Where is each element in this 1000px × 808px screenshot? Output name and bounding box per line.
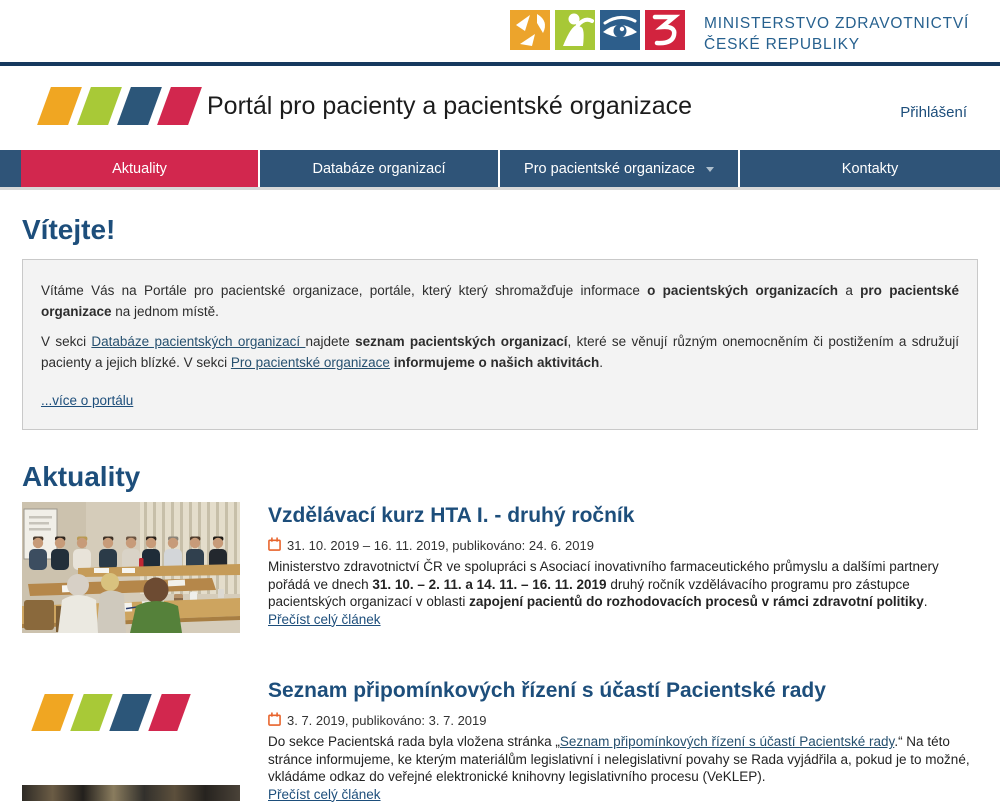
nav-underline [0,187,1000,190]
text-segment: druhý ročník vzdělávacího programu pro zástupce pacientských organizací v oblasti [268,576,910,610]
logo-parallelogram-green [77,87,122,125]
ministry-wordmark-line1: MINISTERSTVO ZDRAVOTNICTVÍ [704,15,970,32]
text-segment: a [838,283,861,298]
logo-parallelogram-red [148,694,190,731]
ministry-brand[interactable] [510,9,969,56]
text-segment: . [923,594,928,610]
welcome-paragraph-2 [41,331,959,373]
text-segment-bold: informujeme o našich aktivitách [393,355,600,370]
nav-item-label: Pro pacientské organizace [524,160,695,177]
read-more-link[interactable]: Přečíst celý článek [268,786,381,802]
article-logo-image[interactable] [22,677,240,808]
welcome-paragraph-1 [41,280,959,322]
text-segment-bold: seznam pacientských organizací [355,334,568,349]
text-segment: , které se věnují různým onemocněním či postižením a sdružují pacienty a jejich blízké. V sekci [41,334,959,370]
article-photo[interactable] [22,502,240,633]
text-segment: Ministerstvo zdravotnictví ČR ve spolupráci s Asociací inovativního farmaceutického průmyslu a dalšími partnery pořádá ve dnech [268,559,939,592]
text-segment-bold: 31. 10. – 2. 11. a 14. 11. – 16. 11. 2019 [372,576,607,592]
photo-strip [22,785,240,801]
welcome-heading: Vítejte! [22,214,116,245]
text-segment: .“ Na této stránce informujeme, ke kterým materiálům legislativní i nelegislativní povahy se Rada vyjádřila a, pokud je to možné, vkládáme odkaz do veřejné elektronické knihovny legislativního procesu (VeKLEP). [268,734,970,785]
portal-logo-image [38,694,184,731]
article-body [268,558,978,611]
logo-parallelogram-red [157,87,202,125]
article-meta [268,712,978,729]
link-pro-pacientske-organizace[interactable]: Pro pacientské organizace [230,355,390,370]
news-article [22,677,978,808]
nav-item-label: Aktuality [112,160,167,177]
login-link[interactable]: Přihlášení [900,104,967,121]
link-databaze-pacientskych-organizaci[interactable]: Databáze pacientských organizací [91,334,306,349]
text-segment: na jednom místě. [111,304,219,319]
logo-parallelogram-yellow [37,87,82,125]
calendar-icon [268,712,281,729]
read-more-link[interactable]: Přečíst celý článek [268,611,381,627]
more-about-portal-link[interactable]: ...více o portálu [41,393,134,408]
article-date: 31. 10. 2019 – 16. 11. 2019, publikováno: 24. 6. 2019 [287,538,594,553]
nav-item-label: Databáze organizací [312,160,446,177]
article-meta [268,537,978,554]
ministry-wordmark [704,9,969,55]
article-title[interactable]: Vzdělávací kurz HTA I. - druhý ročník [268,504,635,527]
link-seznam-pripominkovych-rizeni[interactable]: Seznam připomínkových řízení s účastí Pacientské rady [559,734,895,749]
meeting-photo-illustration [22,502,240,633]
page-title: Portál pro pacienty a pacientské organizace [207,92,693,120]
article-title[interactable]: Seznam připomínkových řízení s účastí Pacientské rady [268,679,826,702]
logo-parallelogram-blue [109,694,151,731]
nav-item-aktuality[interactable] [21,150,258,187]
chevron-down-icon [706,167,714,172]
text-segment: Do sekce Pacientská rada byla vložena stránka „ [268,734,560,749]
main-nav [0,150,1000,187]
text-segment-bold: pro pacientské organizace [41,283,959,319]
text-segment: Vítáme Vás na Portále pro pacientské organizace, portále, který který shromažďuje informace [41,283,648,298]
nav-item-label: Kontakty [841,160,899,177]
logo-parallelogram-blue [117,87,162,125]
text-segment: najdete [305,334,356,349]
nav-spacer [0,150,21,187]
main-content [0,214,1000,808]
article-content [268,677,978,808]
nav-item-kontakty[interactable] [740,150,1000,187]
nav-item-pro-pacientske-organizace[interactable] [500,150,738,187]
news-article [22,502,978,633]
ministry-wordmark-line2: ČESKÉ REPUBLIKY [704,36,860,53]
ministry-header [0,0,1000,62]
portal-header [0,66,1000,150]
logo-parallelogram-green [70,694,112,731]
logo-parallelogram-yellow [31,694,73,731]
news-heading: Aktuality [22,461,141,492]
text-segment: . [599,355,604,370]
calendar-icon [268,537,281,554]
text-segment-bold: zapojení pacientů do rozhodovacích procesů v rámci zdravotní politiky [469,594,924,610]
text-segment: V sekci [41,334,92,349]
text-segment-bold: o pacientských organizacích [647,283,839,298]
article-date: 3. 7. 2019, publikováno: 3. 7. 2019 [287,713,487,728]
article-body [268,733,978,786]
nav-item-databaze-organizaci[interactable] [260,150,498,187]
portal-logo-icon[interactable] [44,87,195,125]
article-content [268,502,978,633]
ministry-logo-icon [510,9,686,56]
welcome-box [22,259,978,430]
